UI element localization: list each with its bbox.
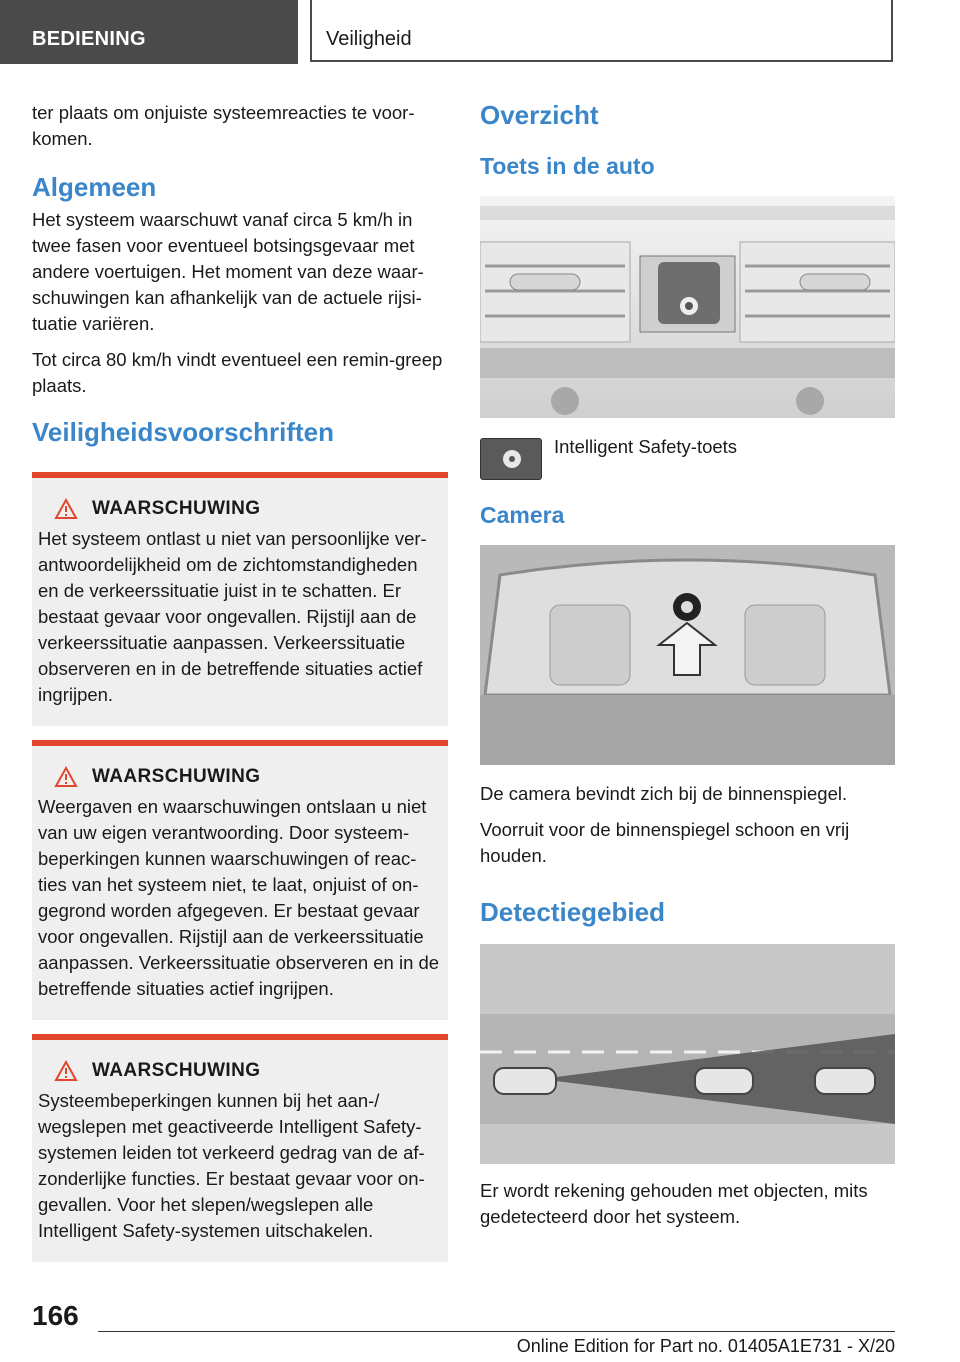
header-section-label: BEDIENING xyxy=(32,28,146,50)
warning-box xyxy=(32,472,448,726)
header-topic-box xyxy=(310,0,893,62)
intelligent-safety-button-icon xyxy=(480,438,542,480)
warning-text: Weergaven en waarschuwingen ontslaan u niet van uw eigen verantwoording. Door systeem-beperkingen kunnen waarschuwingen of reac-ties van het systeem niet, te laat, onjuist of on-gegrond worden afgegeven. Er bestaat gevaar voor ongevallen. Rijstijl aan de verkeerssituatie aanpassen. Verkeerssituatie observeren en in de betreffende situaties actief ingrijpen. xyxy=(38,796,440,999)
header-section-tab xyxy=(0,0,298,64)
warning-text: Systeembeperkingen kunnen bij het aan-/ wegslepen met geactiveerde Intelligent Safety-systemen leiden tot verkeerd gedrag van de af-zonderlijke functies. Er bestaat gevaar voor on-gevallen. Voor het slepen/wegslepen alle Intelligent Safety-systemen uitschakelen. xyxy=(38,1090,425,1241)
heading-detectiegebied: Detectiegebied xyxy=(480,897,665,927)
warning-title: WAARSCHUWING xyxy=(92,498,261,519)
heading-toets-in-de-auto: Toets in de auto xyxy=(480,153,655,179)
warning-triangle-icon xyxy=(54,1060,78,1082)
button-legend xyxy=(480,438,895,480)
warning-triangle-icon xyxy=(54,766,78,788)
page-number: 166 xyxy=(32,1300,79,1331)
heading-overzicht: Overzicht xyxy=(480,100,599,130)
button-legend-label: Intelligent Safety-toets xyxy=(554,436,738,457)
footer-divider xyxy=(98,1331,895,1332)
header-topic-label: Veiligheid xyxy=(326,28,412,50)
warning-box xyxy=(32,740,448,1020)
warning-text: Het systeem ontlast u niet van persoonlijke ver-antwoordelijkheid om de zichtomstandigheden en de verkeerssituatie juist in te schatten. Er bestaat gevaar voor ongevallen. Rijstijl aan de verkeerssituatie aanpassen. Verkeerssituatie observeren en in de betreffende situaties actief ingrijpen. xyxy=(38,528,427,705)
warning-title: WAARSCHUWING xyxy=(92,766,261,787)
algemeen-paragraph-1: Het systeem waarschuwt vanaf circa 5 km/h in twee fasen voor eventueel botsingsgevaar met andere voertuigen. Het moment van deze waar-schuwingen kan afhankelijk van de actuele rijsi-tuatie variëren. xyxy=(32,209,424,334)
warning-triangle-icon xyxy=(54,498,78,520)
intro-paragraph: ter plaats om onjuiste systeemreacties te voor-komen. xyxy=(32,102,415,149)
heading-veiligheidsvoorschriften: Veiligheidsvoorschriften xyxy=(32,417,334,447)
camera-windshield-image xyxy=(480,545,895,765)
footer-edition-text: Online Edition for Part no. 01405A1E731 - X/20 xyxy=(516,1336,895,1356)
heading-algemeen: Algemeen xyxy=(32,172,157,202)
dashboard-button-image xyxy=(480,196,895,418)
heading-camera: Camera xyxy=(480,502,565,528)
detection-area-image xyxy=(480,944,895,1164)
right-column xyxy=(480,100,895,1240)
warning-box xyxy=(32,1034,448,1262)
camera-paragraph-2: Voorruit voor de binnenspiegel schoon en vrij houden. xyxy=(480,819,850,866)
left-column xyxy=(32,100,448,1262)
detectie-paragraph: Er wordt rekening gehouden met objecten, mits gedetecteerd door het systeem. xyxy=(480,1180,868,1227)
algemeen-paragraph-2: Tot circa 80 km/h vindt eventueel een remin-greep plaats. xyxy=(32,349,443,396)
warning-title: WAARSCHUWING xyxy=(92,1060,261,1081)
camera-paragraph-1: De camera bevindt zich bij de binnenspiegel. xyxy=(480,783,848,804)
